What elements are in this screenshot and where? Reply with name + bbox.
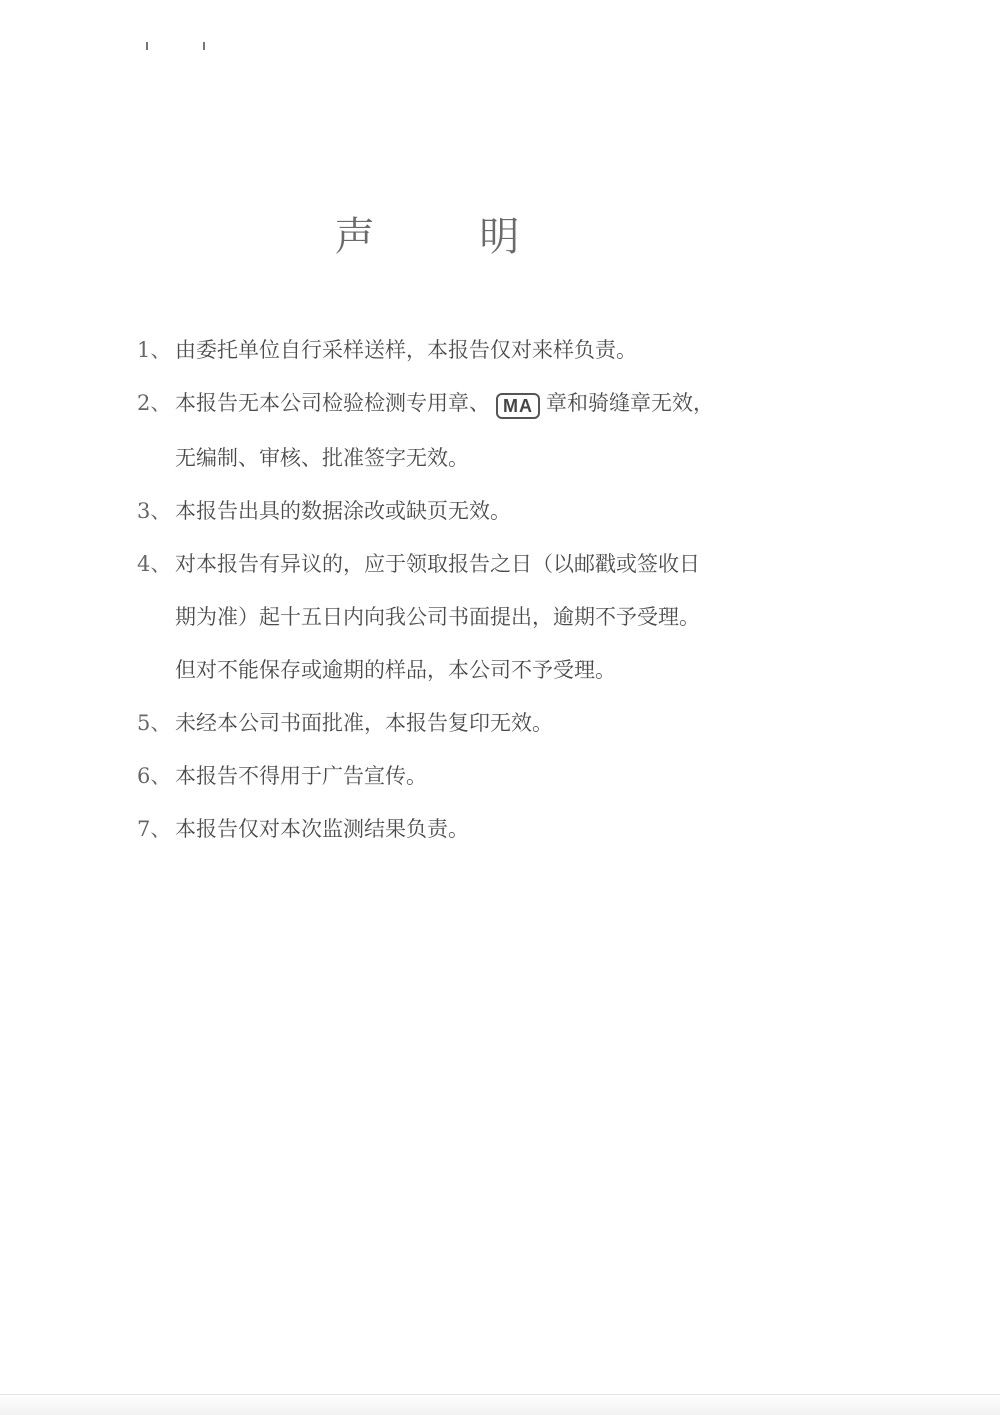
- statement-item-2: [137, 390, 837, 472]
- statement-item-1: [137, 337, 837, 364]
- item-text: [175, 337, 837, 364]
- item-text: [175, 551, 837, 684]
- statement-item-5: [137, 710, 837, 737]
- statement-item-7: [137, 816, 837, 843]
- item-number: 7、: [137, 817, 172, 841]
- item-line: 对本报告有异议的，应于领取报告之日（以邮戳或签收日: [175, 552, 700, 576]
- item-line: 未经本公司书面批准，本报告复印无效。: [175, 711, 553, 735]
- item-line: 无编制、审核、批准签字无效。: [175, 446, 469, 470]
- item-number: 4、: [137, 552, 172, 576]
- page-bottom-edge: [0, 1394, 1000, 1415]
- item-text: [175, 763, 837, 790]
- document-title: 声 明: [334, 213, 566, 260]
- item-line-part: 章和骑缝章无效，: [546, 391, 714, 415]
- item-number: 6、: [137, 764, 172, 788]
- item-line: 本报告不得用于广告宣传。: [175, 764, 427, 788]
- item-text: [175, 816, 837, 843]
- item-line: [175, 390, 837, 419]
- item-text: [175, 498, 837, 525]
- item-number: 1、: [137, 338, 172, 362]
- item-line: 本报告仅对本次监测结果负责。: [175, 817, 469, 841]
- statement-list: [137, 337, 837, 869]
- statement-item-4: [137, 551, 837, 684]
- item-text: [175, 710, 837, 737]
- item-line: 由委托单位自行采样送样，本报告仅对来样负责。: [175, 338, 637, 362]
- cma-stamp-icon: MA: [496, 393, 540, 419]
- statement-item-3: [137, 498, 837, 525]
- item-text: [175, 390, 837, 472]
- item-line: 本报告出具的数据涂改或缺页无效。: [175, 499, 511, 523]
- statement-item-6: [137, 763, 837, 790]
- item-line: 期为准）起十五日内向我公司书面提出，逾期不予受理。: [175, 605, 700, 629]
- scan-mark: [146, 42, 148, 50]
- scan-mark: [203, 42, 205, 50]
- item-number: 3、: [137, 499, 172, 523]
- item-number: 5、: [137, 711, 172, 735]
- item-number: 2、: [137, 391, 172, 415]
- item-line: 但对不能保存或逾期的样品，本公司不予受理。: [175, 658, 616, 682]
- item-line-part: 本报告无本公司检验检测专用章、: [175, 391, 490, 415]
